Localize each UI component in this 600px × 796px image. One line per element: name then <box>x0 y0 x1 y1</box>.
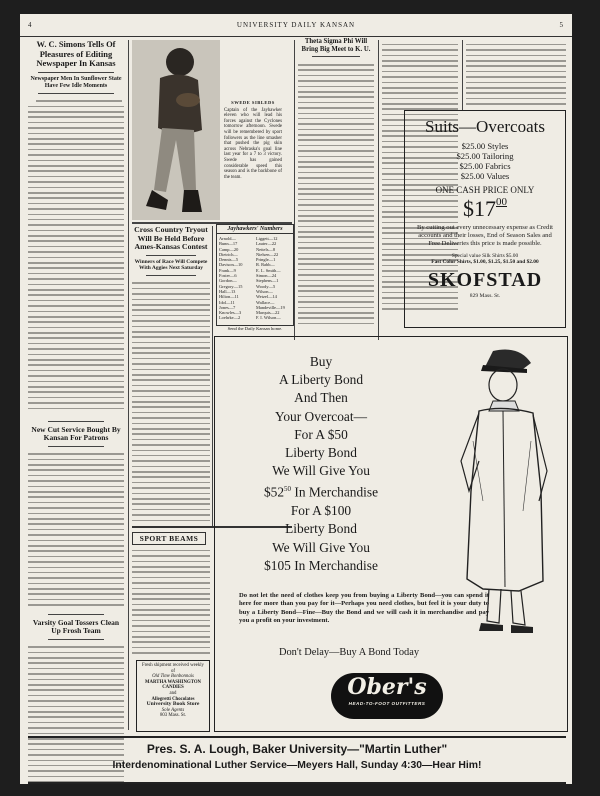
masthead <box>20 14 572 37</box>
bond-offer-line: And Then <box>294 390 348 406</box>
bond-slogan: Don't Delay—Buy A Bond Today <box>278 647 420 658</box>
sport-beams-headline: SPORT BEAMS <box>139 534 199 543</box>
silk-shirts-special: Special value Silk Shirts $5.00 <box>451 253 519 260</box>
candy-line-10: 803 Mass. St. <box>159 713 187 719</box>
bond-fine-print: Do not let the need of clothes keep you from buying a Liberty Bond—you can spend it here for more than you pay for it—Perhaps you need clothes, but feel it is your duty to buy a Liberty Bond—Fine—Buy the Bond and we will cash it in merchandise and pay you a profit on your investment. <box>239 592 489 625</box>
bond-offer-line: $105 In Merchandise <box>264 557 378 573</box>
skofstad-suits-ad <box>404 110 566 328</box>
sport-beams-text <box>132 546 210 656</box>
simons-story-text <box>28 97 124 417</box>
simons-subhead: Newspaper Men In Sunflower State Have Few Idle Moments <box>30 75 122 89</box>
obers-liberty-bond-ad <box>214 336 568 732</box>
bond-offer-line: For A $100 <box>290 503 352 519</box>
player-number-entry: Mandeville—19 <box>256 304 285 310</box>
player-number-entry: Woody—5 <box>256 283 276 289</box>
player-number-entry: Dietrich— <box>219 251 238 257</box>
suits-price-list <box>405 141 565 181</box>
candy-line-9: Sole Agents <box>161 707 185 713</box>
theta-sigma-headline: Theta Sigma Phi Will Bring Big Meet to K. U. <box>301 38 371 53</box>
cross-country-text <box>132 279 210 529</box>
football-photo-block <box>132 40 282 220</box>
player-number-entry: Frank—9 <box>219 267 236 273</box>
suits-price-tailoring: $25.00 Tailoring <box>456 151 514 161</box>
photo-caption: Captain of the Jayhawker eleven who will lead his forces against the Cyclones tomorrow afternoon. Swede will be remembered by sport followers as the line smasher that pushed the pig skin across Nebraska's goal line last year for a 7 to 3 victory. Swede has gained considerable speed this season and is the backbone of the team. <box>224 107 282 180</box>
football-player-photo <box>132 40 220 220</box>
player-number-entry: Wilson— <box>256 288 273 294</box>
banner-line-2: Interdenominational Luther Service—Meyers Hall, Sunday 4:30—Hear Him! <box>112 760 482 771</box>
player-number-entry: Gregory—15 <box>219 283 243 289</box>
bond-offer-line: We Will Give You <box>272 539 370 555</box>
player-number-entry: E. L. Smith— <box>256 267 281 273</box>
goal-tossers-headline: Varsity Goal Tossers Clean Up Frosh Team <box>32 617 120 635</box>
bond-offer-line: Buy <box>309 354 333 369</box>
bond-offer-line: Liberty Bond <box>285 521 357 537</box>
player-number-entry: Camp—20 <box>219 246 239 252</box>
column-1 <box>28 40 124 780</box>
cross-country-subhead: Winners of Race Will Compete With Aggies Next Saturday <box>134 258 208 272</box>
candy-line-8: University Book Store <box>146 701 200 708</box>
player-number-entry: Idol—11 <box>219 299 235 305</box>
player-number-entry: Knowles—3 <box>219 310 242 316</box>
candy-line-4: MARTHA WASHINGTON <box>144 679 202 685</box>
fast-color-shirts: Fast Color Shirts, $1.00, $1.25, $1.50 and $2.00 <box>431 259 539 266</box>
jayhawkers-numbers-right <box>256 236 292 321</box>
bond-offer-line: We Will Give You <box>272 463 370 479</box>
player-number-entry: Wallace— <box>256 299 275 305</box>
luther-service-banner <box>28 736 566 784</box>
player-number-entry: Stephens—1 <box>256 278 279 284</box>
candy-line-7: Allegretti Chocolates <box>151 696 195 702</box>
jayhawkers-numbers-left <box>219 236 255 321</box>
masthead-title: UNIVERSITY DAILY KANSAN <box>236 21 356 29</box>
obers-tagline: HEAD-TO-FOOT OUTFITTERS <box>348 701 426 706</box>
player-number-entry: Foster—6 <box>219 273 237 279</box>
player-number-entry: Nielsen—22 <box>256 251 279 257</box>
candy-line-3: Old Time Bonbonnais <box>152 674 194 680</box>
bond-offer-line: $\$52^{50}$ In Merchandise <box>263 484 379 500</box>
player-number-entry: Bunn—17 <box>219 241 238 247</box>
bond-offer-text <box>223 353 419 575</box>
player-number-entry: Wetzel—14 <box>256 294 277 300</box>
page-number-left: 4 <box>28 21 33 29</box>
player-number-entry: Hilton—11 <box>219 294 239 300</box>
player-number-entry: Hall—13 <box>219 288 236 294</box>
player-number-entry: R. Rabb— <box>256 262 275 268</box>
bond-offer-line: Liberty Bond <box>285 445 357 461</box>
sport-beams-box <box>132 532 206 545</box>
theta-sigma-text <box>298 60 374 328</box>
theta-sigma-story <box>298 38 374 328</box>
column-6-text <box>466 40 566 106</box>
bond-offer-line: Your Overcoat— <box>275 408 367 424</box>
candy-ad <box>136 660 210 732</box>
suits-price-fabrics: $25.00 Fabrics <box>459 161 511 171</box>
cut-service-text <box>28 450 124 610</box>
page-number-right: 5 <box>559 21 564 29</box>
player-number-entry: Gordon— <box>219 278 237 284</box>
suits-body-text: By cutting out every unnecessary expense as Credit accounts and their losses, End of Season Sales and Free Deliveries this price is made possible. <box>416 224 554 247</box>
player-number-entry: Loehrke—2 <box>219 315 241 321</box>
player-number-entry: Marquis—22 <box>256 310 280 316</box>
banner-line-1: Pres. S. A. Lough, Baker University—"Martin Luther" <box>146 742 448 756</box>
jayhawkers-numbers-box <box>216 224 294 326</box>
bond-offer-line: A Liberty Bond <box>278 372 364 388</box>
send-kansan-home: Send the Daily Kansan home. <box>227 326 283 331</box>
player-number-entry: Nettels—8 <box>256 246 276 252</box>
cut-service-headline: New Cut Service Bought By Kansan For Patrons <box>31 424 121 442</box>
photo-name: SWEDE SIBLEDS <box>231 100 275 105</box>
player-number-entry: Pringle—1 <box>256 257 276 263</box>
cross-country-story <box>132 226 210 529</box>
player-number-entry: Simon—24 <box>256 273 277 279</box>
candy-line-6: and <box>169 690 177 696</box>
jayhawkers-numbers-headline: Jayhawkers' Numbers <box>217 225 293 234</box>
player-number-entry: Lauter—22 <box>256 241 277 247</box>
player-number-entry: Davison—10 <box>219 262 243 268</box>
suits-price-styles: $25.00 Styles <box>461 141 509 151</box>
newspaper-page <box>20 14 572 784</box>
skofstad-logo: SKOFSTAD <box>427 269 543 292</box>
player-number-entry: Jones—7 <box>219 304 236 310</box>
obers-logo <box>331 673 443 719</box>
obers-logo-text: Ober's <box>347 674 427 700</box>
one-cash-price: ONE CASH PRICE ONLY <box>435 185 535 195</box>
candy-line-1: Fresh shipment received weekly <box>142 663 204 668</box>
player-number-entry: Arnold— <box>219 236 236 241</box>
player-number-entry: F. I. Wilson— <box>256 315 281 321</box>
suits-big-price: $\$17^{00}$ <box>463 196 507 221</box>
candy-line-5: CANDIES <box>162 685 184 691</box>
player-number-entry: Liggett—12 <box>256 236 278 241</box>
simons-headline: W. C. Simons Tells Of Pleasures of Editing Newspaper In Kansas <box>36 39 116 68</box>
suits-overcoats-title: Suits—Overcoats <box>425 117 545 136</box>
player-number-entry: Dennis—5 <box>219 257 239 263</box>
bond-offer-line: For A $50 <box>294 426 348 442</box>
suits-price-values: $25.00 Values <box>460 171 510 181</box>
skofstad-address: 829 Mass. St. <box>469 293 501 300</box>
cross-country-headline: Cross Country Tryout Will Be Held Before Ames-Kansas Contest <box>134 225 208 252</box>
candy-line-2: of <box>171 668 175 674</box>
